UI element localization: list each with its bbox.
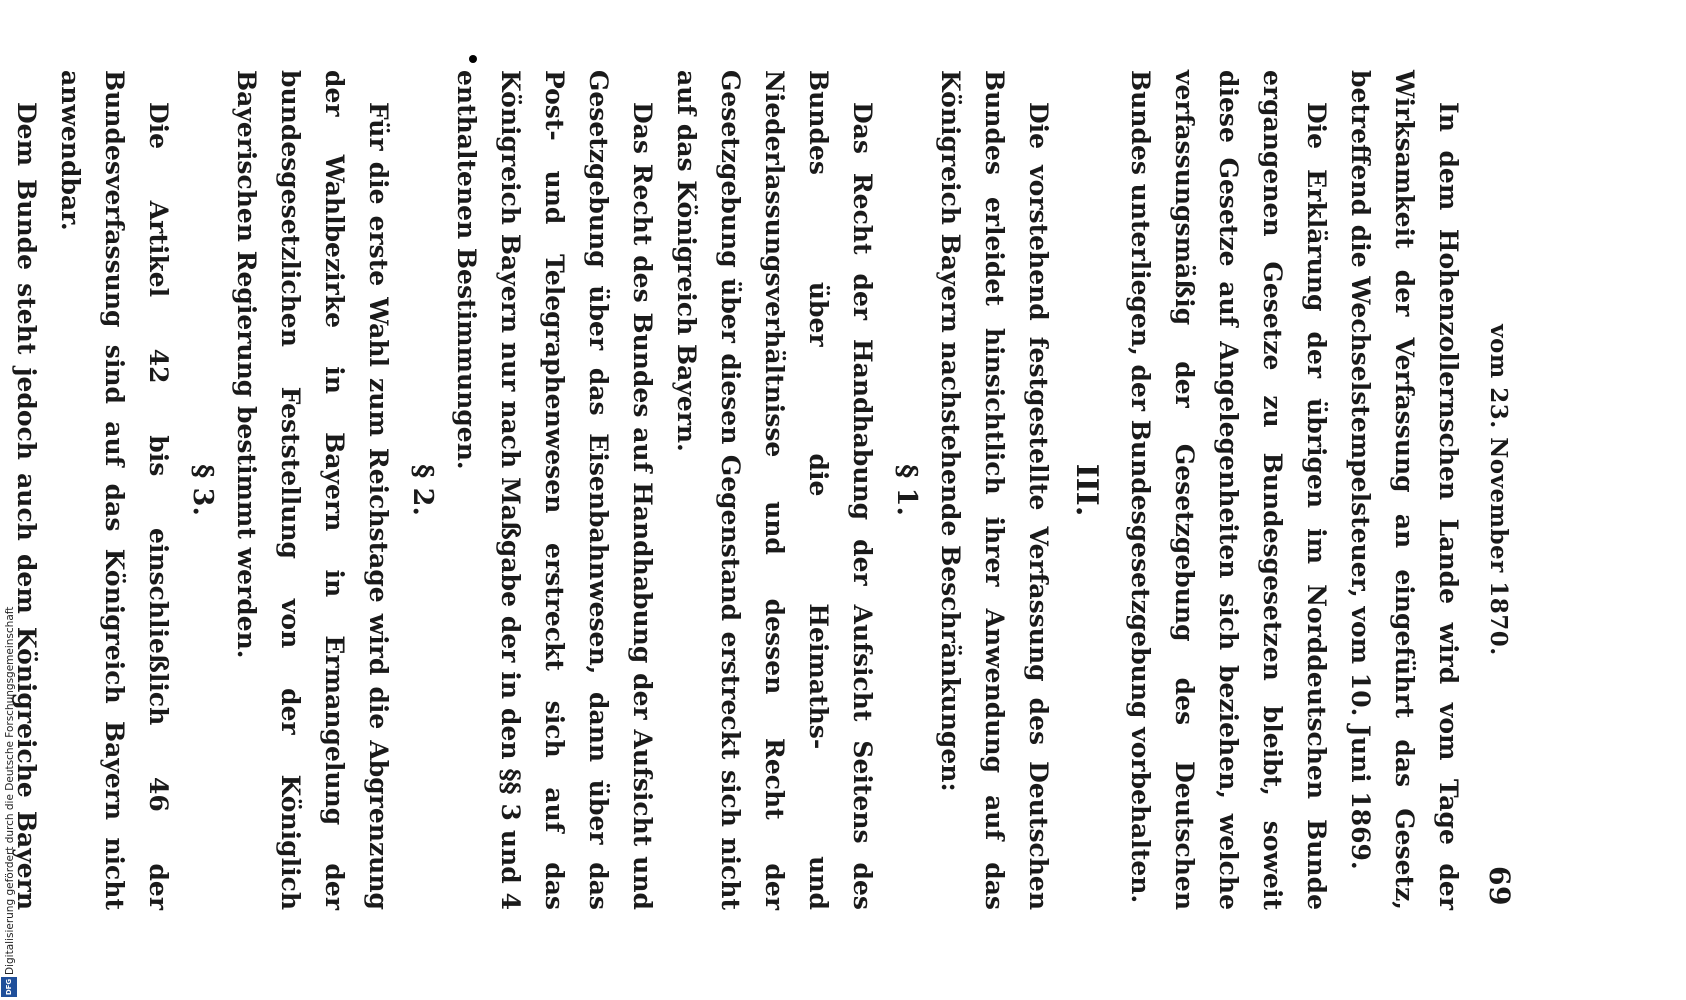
running-head-date: vom 23. November 1870.: [1485, 324, 1512, 656]
digitization-credit: [2, 575, 20, 975]
paragraph-hohenzollern: In dem Hohenzollernschen Lande wird vom Tage der Wirksamkeit der Verfassung an eingeführt das Gesetz, betreffend die Wechselstempelsteuer, vom 10. Juni 1869.: [1346, 70, 1463, 910]
ink-speck: [469, 55, 477, 63]
paragraph-2-text: Für die erste Wahl zum Reichstage wird die Abgrenzung der Wahlbezirke in Bayern in Ermangelung der bundesgesetzlichen Feststellung von der Königlich Bayerischen Regierung bestimmt werden.: [232, 70, 393, 910]
page-number: 69: [1483, 866, 1516, 906]
dfg-logo-icon: [1, 977, 17, 997]
section-heading-III: III.: [1069, 463, 1104, 517]
running-head: [1470, 70, 1518, 910]
paragraph-erklaerung: Die Erklärung der übrigen im Norddeutschen Bunde ergangenen Gesetze zu Bundesgesetzen bleibt, soweit diese Gesetze auf Angelegenheiten sich beziehen, welche verfassungsmäßig der Gesetzgebung des Deutschen Bundes unterliegen, der Bundesgesetzgebung vorbehalten.: [1126, 70, 1331, 910]
paragraph-heading-2: § 2.: [407, 464, 438, 516]
paragraph-1-text-2: Das Recht des Bundes auf Handhabung der Aufsicht und Gesetzgebung über das Eisenbahnwesen, dann über das Post- und Telegraphenwesen erstreckt sich auf das Königreich Bayern nur nach Maßgabe der in den §§ 3 und 4 enthaltenen Bestimmungen.: [452, 70, 657, 910]
digitization-credit-text: Digitalisierung gefördert durch die Deutsche Forschungsgemeinschaft: [4, 606, 16, 975]
paragraph-3-text-2: Dem Bunde steht jedoch auch dem Königreiche Bayern: [12, 102, 41, 910]
paragraph-heading-1: § 1.: [891, 464, 922, 516]
paragraph-3-text-1: Die Artikel 42 bis einschließlich 46 der Bundesverfassung sind auf das Königreich Bayern nicht anwendbar.: [56, 70, 173, 910]
paragraph-heading-3: § 3.: [187, 464, 218, 516]
dfg-logo-text: DFG: [5, 978, 14, 996]
paragraph-1-text-1: Das Recht der Handhabung der Aufsicht Seitens des Bundes über die Heimaths- und Niederlassungsverhältnisse und dessen Recht der Gesetzgebung über diesen Gegenstand erstreckt sich nicht auf das Königreich Bayern.: [672, 70, 877, 910]
section-III-text: Die vorstehend festgestellte Verfassung des Deutschen Bundes erleidet hinsichtlich ihrer Anwendung auf das Königreich Bayern nachstehende Beschränkungen:: [936, 70, 1053, 910]
scanned-page: [12, 50, 1518, 930]
